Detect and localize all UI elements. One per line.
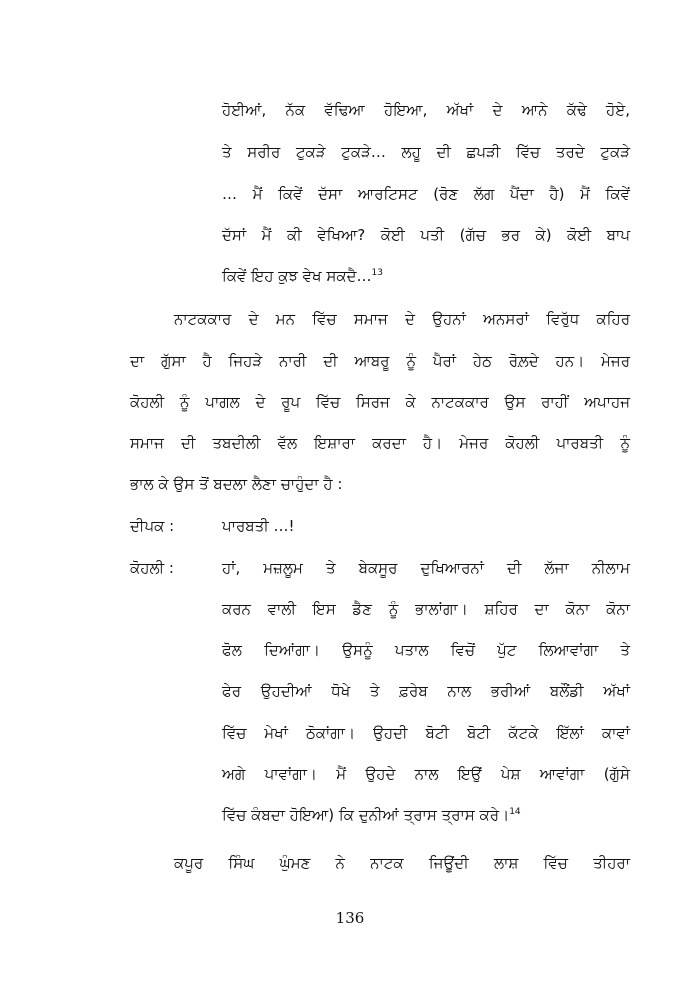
speaker-label: ਕੋਹਲੀ : [130,559,174,577]
paragraph-line: ਕੋਹਲੀ ਨੂੰ ਪਾਗਲ ਦੇ ਰੂਪ ਵਿੱਚ ਸਿਰਜ ਕੇ ਨਾਟਕਕਾਰ ਉਸ ਰਾਹੀਂ ਅਪਾਹਜ [130,393,630,411]
speaker-label: ਦੀਪਕ : [130,517,175,535]
speech-line-text: ਵਿੱਚ ਕੰਬਦਾ ਹੋਇਆ) ਕਿ ਦੁਨੀਆਂ ਤ੍ਰਾਸ ਤ੍ਰਾਸ ਕਰੇ। [222,806,510,824]
page-number: 136 [335,909,365,927]
speech-line: ਹਾਂ, ਮਜ਼ਲੂਮ ਤੇ ਬੇਕਸੂਰ ਦੁਖਿਆਰਨਾਂ ਦੀ ਲੱਜਾ ਨੀਲਾਮ [222,559,630,577]
paragraph-line: ਕਪੂਰ ਸਿੰਘ ਘੁੰਮਣ ਨੇ ਨਾਟਕ ਜਿਊਂਦੀ ਲਾਸ਼ ਵਿੱਚ ਤੀਹਰਾ [174,854,630,872]
quote-line-last [222,266,630,286]
speech-line-last [222,805,630,825]
speech-line: ਕਰਨ ਵਾਲੀ ਇਸ ਡੈਣ ਨੂੰ ਭਾਲਾਂਗਾ। ਸ਼ਹਿਰ ਦਾ ਕੋਨਾ ਕੋਨਾ [222,600,630,618]
quote-line-text: ਕਿਵੇਂ ਇਹ ਕੁਝ ਵੇਖ ਸਕਦੈ… [222,267,372,285]
footnote-marker: 14 [509,807,521,817]
quote-line: ਤੇ ਸਰੀਰ ਟੁਕੜੇ ਟੁਕੜੇ… ਲਹੂ ਦੀ ਛਪੜੀ ਵਿੱਚ ਤਰਦੇ ਟੁਕੜੇ [222,143,630,161]
footnote-marker: 13 [371,268,383,278]
speech-line: ਵਿੱਚ ਮੇਖਾਂ ਠੋਕਾਂਗਾ। ਉਹਦੀ ਬੋਟੀ ਬੋਟੀ ਕੱਟਕੇ ਇੱਲਾਂ ਕਾਵਾਂ [222,724,630,742]
paragraph-line: ਸਮਾਜ ਦੀ ਤਬਦੀਲੀ ਵੱਲ ਇਸ਼ਾਰਾ ਕਰਦਾ ਹੈ। ਮੇਜਰ ਕੋਹਲੀ ਪਾਰਬਤੀ ਨੂੰ [130,434,630,452]
quote-line: ਹੋਈਆਂ, ਨੱਕ ਵੱਢਿਆ ਹੋਇਆ, ਅੱਖਾਂ ਦੇ ਆਨੇ ਕੱਢੇ ਹੋਏ, [222,101,630,119]
speech-line: ਫੋਲ ਦਿਆਂਗਾ। ਉਸਨੂੰ ਪਤਾਲ ਵਿਚੋਂ ਪੁੱਟ ਲਿਆਵਾਂਗਾ ਤੇ [222,641,630,659]
quote-line: … ਮੈਂ ਕਿਵੇਂ ਦੱਸਾ ਆਰਟਿਸਟ (ਰੋਣ ਲੱਗ ਪੈਂਦਾ ਹੈ) ਮੈਂ ਕਿਵੇਂ [222,185,630,203]
quote-line: ਦੱਸਾਂ ਮੈਂ ਕੀ ਵੇਖਿਆ? ਕੋਈ ਪਤੀ (ਗੱਚ ਭਰ ਕੇ) ਕੋਈ ਬਾਪ [222,226,630,244]
paragraph-line: ਨਾਟਕਕਾਰ ਦੇ ਮਨ ਵਿੱਚ ਸਮਾਜ ਦੇ ਉਹਨਾਂ ਅਨਸਰਾਂ ਵਿਰੁੱਧ ਕਹਿਰ [174,310,630,328]
paragraph-line: ਦਾ ਗੁੱਸਾ ਹੈ ਜਿਹੜੇ ਨਾਰੀ ਦੀ ਆਬਰੂ ਨੂੰ ਪੈਰਾਂ ਹੇਠ ਰੋਲ਼ਦੇ ਹਨ। ਮੇਜਰ [130,352,630,370]
paragraph-line: ਭਾਲ ਕੇ ਉਸ ਤੋਂ ਬਦਲਾ ਲੈਣਾ ਚਾਹੁੰਦਾ ਹੈ : [130,475,343,493]
speech-text: ਪਾਰਬਤੀ …! [222,517,295,535]
speech-line: ਅਗੇ ਪਾਵਾਂਗਾ। ਮੈਂ ਉਹਦੇ ਨਾਲ ਇਉਂ ਪੇਸ਼ ਆਵਾਂਗਾ (ਗੁੱਸੇ [222,765,630,783]
speech-line: ਫੇਰ ਉਹਦੀਆਂ ਧੋਖੇ ਤੇ ਫ਼ਰੇਬ ਨਾਲ ਭਰੀਆਂ ਬਲੌਂਡੀ ਅੱਖਾਂ [222,682,630,700]
